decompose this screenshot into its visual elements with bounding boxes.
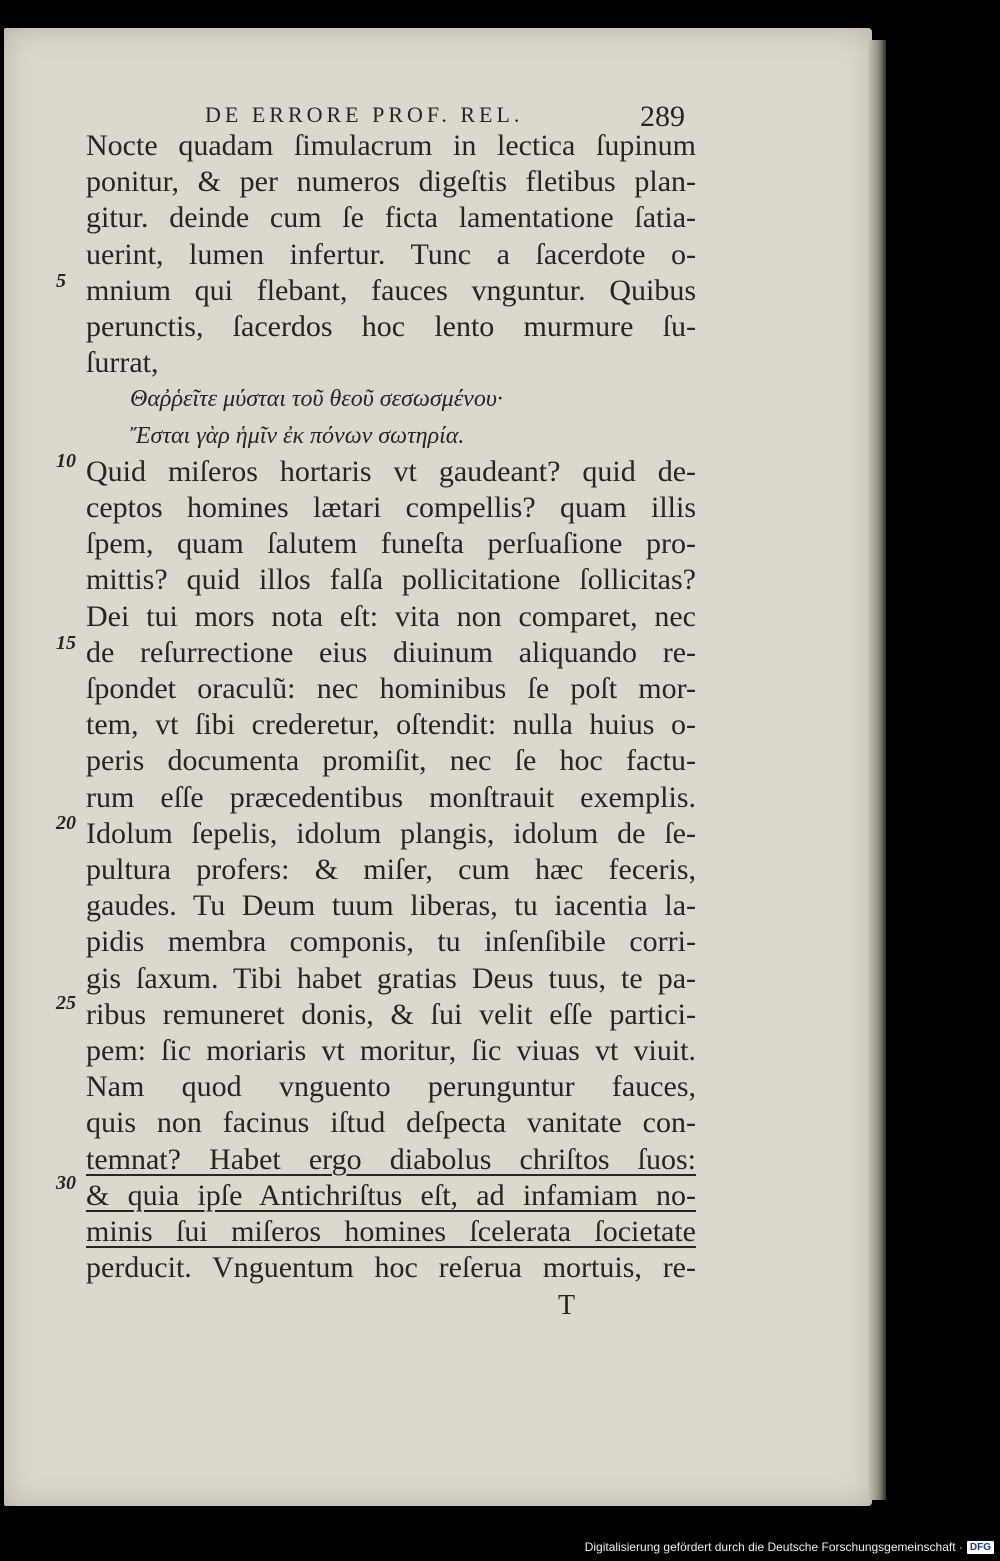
text-line: peris documenta promiſit, nec ſe hoc factu- [86, 744, 696, 778]
text-line: quis non facinus iſtud deſpecta vanitate con- [86, 1106, 696, 1140]
text-line: de reſurrectione eius diuinum aliquando re- [86, 635, 696, 669]
text-line-underlined: & quia ipſe Antichriſtus eſt, ad infamiam no- [86, 1178, 696, 1212]
line-number-20: 20 [56, 812, 76, 834]
greek-verse: Θαῤῥεῖτε μύσται τοῦ θεοῦ σεσωσμένου· [130, 386, 503, 413]
text-line: Dei tui mors nota eſt: vita non comparet, nec [86, 599, 696, 633]
text-line: perunctis, ſacerdos hoc lento murmure ſu- [86, 310, 696, 344]
running-head [205, 80, 685, 133]
digitization-credit [585, 1537, 994, 1557]
text-line: Idolum ſepelis, idolum plangis, idolum de ſe- [86, 816, 696, 850]
text-line: perducit. Vnguentum hoc reſerua mortuis, re- [86, 1251, 696, 1285]
greek-verse: Ἔσται γὰρ ἡμῖν ἐκ πόνων σωτηρία. [130, 422, 465, 449]
line-number-30: 30 [56, 1172, 76, 1194]
text-line: ſurrat, [86, 346, 159, 380]
text-line: gitur. deinde cum ſe ficta lamentatione ſatia- [86, 201, 696, 235]
line-number-10: 10 [56, 450, 76, 472]
text-line: Nocte quadam ſimulacrum in lectica ſupinum [86, 129, 696, 162]
text-line: mnium qui flebant, fauces vnguntur. Quibus [86, 273, 696, 307]
text-line: ponitur, & per numeros digeſtis fletibus plan- [86, 165, 696, 199]
text-line: pidis membra componis, tu inſenſibile corri- [86, 925, 696, 959]
credit-text: Digitalisierung gefördert durch die Deutsche Forschungsgemeinschaft · [584, 1540, 963, 1554]
text-line: Quid miſeros hortaris vt gaudeant? quid de- [86, 454, 696, 488]
line-number-5: 5 [56, 270, 66, 292]
text-line-underlined: minis ſui miſeros homines ſcelerata ſocietate [86, 1215, 696, 1249]
text-line: uerint, lumen infertur. Tunc a ſacerdote o- [86, 237, 696, 271]
text-line: ſpondet oraculũ: nec hominibus ſe poſt mor- [86, 672, 696, 706]
line-number-15: 15 [56, 632, 76, 654]
text-line-underlined: temnat? Habet ergo diabolus chriſtos ſuos: [86, 1142, 696, 1176]
page-number: 289 [640, 100, 685, 133]
running-title: DE ERRORE PROF. REL. [205, 102, 524, 127]
body-text [86, 128, 696, 1287]
text-line: mittis? quid illos falſa pollicitatione ſollicitas? [86, 563, 696, 597]
text-line: ceptos homines lætari compellis? quam illis [86, 491, 696, 525]
text-line: rum eſſe præcedentibus monſtrauit exemplis. [86, 780, 696, 814]
text-line: pem: ſic moriaris vt moritur, ſic viuas vt viuit. [86, 1034, 696, 1068]
catchword: T [558, 1290, 576, 1321]
text-line: gis ſaxum. Tibi habet gratias Deus tuus, te pa- [86, 961, 696, 995]
text-line: tem, vt ſibi crederetur, oſtendit: nulla huius o- [86, 708, 696, 742]
text-line: ribus remuneret donis, & ſui velit eſſe partici- [86, 997, 696, 1031]
text-line: gaudes. Tu Deum tuum liberas, tu iacentia la- [86, 889, 696, 923]
dfg-logo: DFG [967, 1541, 994, 1554]
page-edge [868, 40, 886, 1500]
text-line: Nam quod vnguento perunguntur fauces, [86, 1070, 696, 1104]
text-line: ſpem, quam ſalutem funeſta perſuaſione pro- [86, 527, 696, 561]
line-number-25: 25 [56, 992, 76, 1014]
text-line: pultura profers: & miſer, cum hæc feceris, [86, 853, 696, 887]
